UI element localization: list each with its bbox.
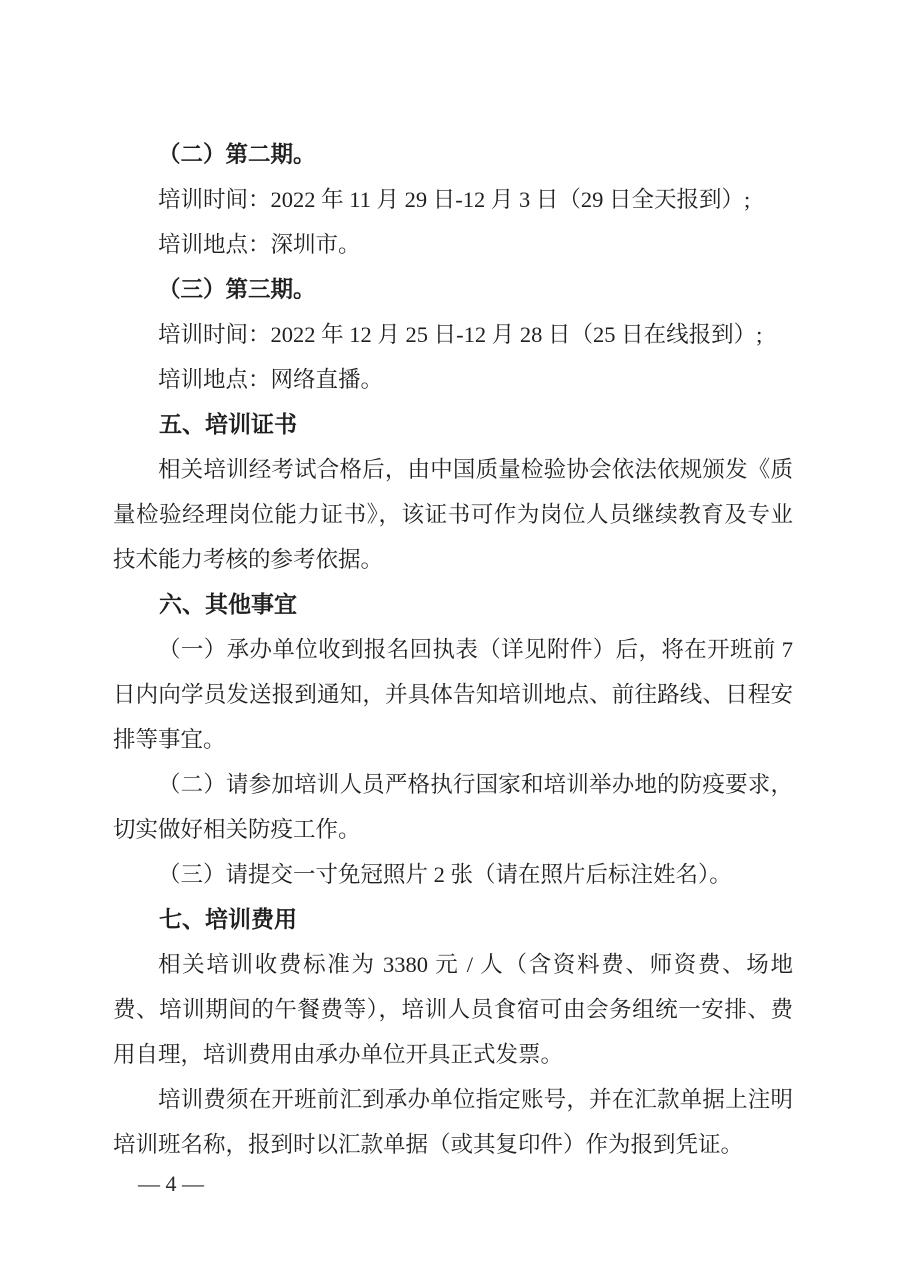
- section-heading: 五、培训证书: [159, 411, 297, 437]
- paragraph: （三）请提交一寸免冠照片 2 张（请在照片后标注姓名）。: [158, 862, 732, 887]
- section-heading: 七、培训费用: [159, 906, 297, 932]
- paragraph: 培训地点：网络直播。: [158, 367, 384, 392]
- page-number: — 4 —: [138, 1171, 204, 1196]
- paragraph: 相关培训经考试合格后，由中国质量检验协会依法依规颁发《质量检验经理岗位能力证书》，该证书可作为岗位人员继续教育及专业技术能力考核的参考依据。: [113, 457, 793, 572]
- paragraph: 培训费须在开班前汇到承办单位指定账号，并在汇款单据上注明培训班名称，报到时以汇款单据（或其复印件）作为报到凭证。: [113, 1087, 793, 1157]
- section-heading: 六、其他事宜: [159, 591, 297, 617]
- paragraph: （一）承办单位收到报名回执表（详见附件）后，将在开班前 7 日内向学员发送报到通知，并具体告知培训地点、前往路线、日程安排等事宜。: [113, 637, 793, 752]
- paragraph: 培训地点：深圳市。: [158, 232, 361, 257]
- sub-section-heading: （三）第三期。: [158, 277, 316, 302]
- paragraph: （二）请参加培训人员严格执行国家和培训举办地的防疫要求，切实做好相关防疫工作。: [113, 772, 793, 842]
- sub-section-heading: （二）第二期。: [158, 142, 316, 167]
- paragraph: 相关培训收费标准为 3380 元 / 人（含资料费、师资费、场地费、培训期间的午餐费等），培训人员食宿可由会务组统一安排、费用自理，培训费用由承办单位开具正式发票。: [113, 952, 793, 1067]
- paragraph: 培训时间：2022 年 11 月 29 日-12 月 3 日（29 日全天报到）;: [158, 187, 751, 212]
- document-body: [113, 132, 793, 1167]
- paragraph: 培训时间：2022 年 12 月 25 日-12 月 28 日（25 日在线报到）;: [158, 322, 763, 347]
